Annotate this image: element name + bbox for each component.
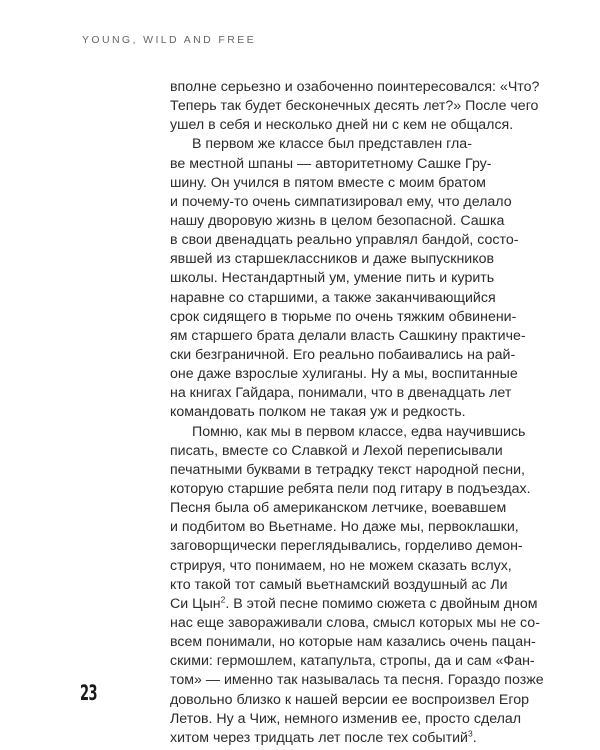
text-line-content: явшей из старшеклассников и даже выпускников [170, 251, 494, 268]
text-line [170, 346, 570, 365]
text-line [170, 78, 570, 97]
text-line [170, 518, 570, 537]
text-line [170, 499, 570, 518]
text-line [170, 193, 570, 212]
text-line [170, 614, 570, 633]
text-line-content: нашу дворовую жизнь в целом безопасной. Сашка [170, 212, 505, 229]
text-line-continuation: . [472, 729, 477, 746]
text-line-content: школы. Нестандартный ум, умение пить и курить [170, 270, 495, 287]
text-line-content: и почему-то очень симпатизировал ему, что делало [170, 193, 512, 210]
body-text [170, 78, 570, 748]
text-line-content: скими: гермошлем, катапульта, стропы, да и сам «Фан- [170, 653, 535, 670]
text-line-content: Теперь так будет бесконечных десять лет?» После чего [170, 98, 539, 115]
text-line-content: на книгах Гайдара, понимали, что в двенадцать лет [170, 385, 512, 402]
text-line-content: вполне серьезно и озабоченно поинтересовался: «Что? [170, 79, 540, 95]
text-line-content: в свои двенадцать реально управлял бандой, состо- [170, 232, 519, 249]
text-line [170, 403, 570, 422]
text-line [170, 729, 570, 748]
text-line [170, 557, 570, 576]
text-line [170, 212, 570, 231]
text-line-content: шину. Он учился в пятом вместе с моим братом [170, 174, 486, 191]
text-line-content: которую старшие ребята пели под гитару в подъездах. [170, 480, 531, 497]
text-line-continuation: . В этой песне помимо сюжета с двойным дном [225, 595, 538, 612]
text-line [170, 116, 570, 135]
text-line-content: оне даже взрослые хулиганы. Ну а мы, воспитанные [170, 366, 518, 383]
text-line [170, 423, 570, 442]
text-line [170, 691, 570, 710]
text-line-content: писать, вместе со Славкой и Лехой переписывали [170, 442, 503, 459]
text-line [170, 442, 570, 461]
text-line-content: довольно близко к нашей версии ее воспроизвел Егор [170, 691, 530, 708]
text-line [170, 652, 570, 671]
text-line-content: В первом же классе был представлен гла- [192, 136, 472, 153]
text-line [170, 289, 570, 308]
text-line-content: стрируя, что понимаем, но не можем сказать вслух, [170, 557, 512, 574]
text-line [170, 155, 570, 174]
text-line-content: срок сидящего в тюрьме по очень тяжким обвинени- [170, 308, 517, 325]
text-line-content: Помню, как мы в первом классе, едва научившись [192, 423, 526, 440]
page-number: 23 [80, 681, 97, 705]
text-line [170, 365, 570, 384]
text-line-content: ям старшего брата делали власть Сашкину практиче- [170, 327, 526, 344]
text-line [170, 327, 570, 346]
text-line-content: нас еще завораживали слова, смысл которых мы не со- [170, 614, 540, 631]
text-line-content: Си Цын [170, 595, 221, 612]
text-line-content: ушел в себя и несколько дней ни с кем не общался. [170, 117, 514, 134]
text-line-content: командовать полком не такая уж и редкость. [170, 404, 466, 421]
text-line [170, 461, 570, 480]
text-line-content: заговорщически переглядывались, горделиво демон- [170, 538, 523, 555]
text-line [170, 710, 570, 729]
footnote-marker: 2 [220, 594, 226, 605]
text-line [170, 97, 570, 116]
text-line [170, 537, 570, 556]
text-line [170, 174, 570, 193]
text-line [170, 269, 570, 288]
text-line-content: печатными буквами в тетрадку текст народной песни, [170, 461, 525, 478]
text-line-content: всем понимали, но которые нам казались очень пацан- [170, 634, 536, 651]
text-line [170, 384, 570, 403]
text-line-content: Песня была об американском летчике, воевавшем [170, 500, 507, 517]
text-line-content: ве местной шпаны — авторитетному Сашке Гру- [170, 155, 492, 172]
text-line [170, 308, 570, 327]
text-line-content: ски безграничной. Его реально побаивались на рай- [170, 346, 516, 363]
text-line-content: Летов. Ну а Чиж, немного изменив ее, просто сделал [170, 710, 522, 727]
text-line-content: и подбитом во Вьетнаме. Но даже мы, первоклашки, [170, 519, 519, 536]
text-line [170, 633, 570, 652]
running-head: YOUNG, WILD AND FREE [82, 34, 257, 46]
text-line [170, 250, 570, 269]
text-line-content: том» — именно так называлась та песня. Гораздо позже [170, 672, 544, 689]
text-line-content: кто такой тот самый вьетнамский воздушный ас Ли [170, 576, 508, 593]
text-line [170, 671, 570, 690]
text-line-content: хитом через тридцать лет после тех событий [170, 729, 468, 746]
text-line [170, 231, 570, 250]
text-line [170, 135, 570, 154]
text-line [170, 576, 570, 595]
footnote-marker: 3 [467, 728, 473, 739]
text-line [170, 595, 570, 614]
text-line-content: наравне со старшими, а также заканчивающийся [170, 289, 496, 306]
text-line [170, 480, 570, 499]
